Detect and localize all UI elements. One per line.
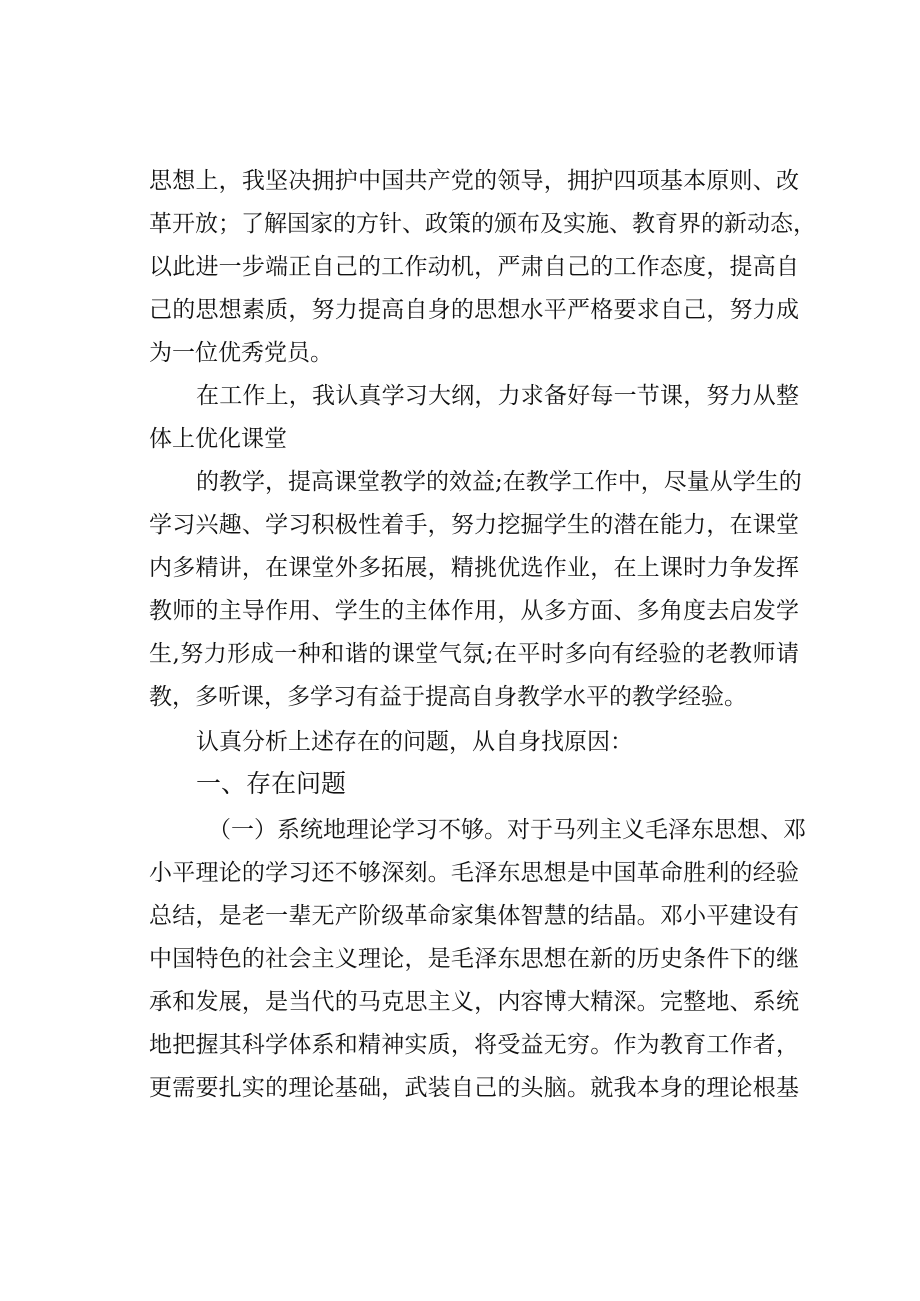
paragraph-line: 体上优化课堂	[149, 426, 287, 452]
paragraph-line: 小平理论的学习还不够深刻。毛泽东思想是中国革命胜利的经验	[149, 860, 799, 886]
paragraph-line: 己的思想素质，努力提高自身的思想水平严格要求自己，努力成	[149, 297, 799, 323]
paragraph-line: 中国特色的社会主义理论，是毛泽东思想在新的历史条件下的继	[149, 946, 799, 972]
paragraph-line: 为一位优秀党员。	[149, 340, 333, 366]
paragraph-line: 以此进一步端正自己的工作动机，严肃自己的工作态度，提高自	[149, 254, 799, 280]
section-heading: 一、存在问题	[196, 769, 347, 798]
paragraph-line: 内多精讲，在课堂外多拓展，精挑优选作业，在上课时力争发挥	[149, 555, 799, 581]
paragraph-line: 承和发展，是当代的马克思主义，内容博大精深。完整地、系统	[149, 989, 799, 1015]
paragraph-line: 的教学，提高课堂教学的效益;在教学工作中，尽量从学生的	[196, 469, 802, 495]
paragraph-line: 学习兴趣、学习积极性着手，努力挖掘学生的潜在能力，在课堂	[149, 512, 799, 538]
paragraph-line: 生,努力形成一种和谐的课堂气氛;在平时多向有经验的老教师请	[149, 641, 799, 667]
paragraph-line: 教，多听课，多学习有益于提高自身教学水平的教学经验。	[149, 684, 747, 710]
paragraph-line: 地把握其科学体系和精神实质，将受益无穷。作为教育工作者，	[149, 1032, 799, 1058]
paragraph-line: 革开放；了解国家的方针、政策的颁布及实施、教育界的新动态，	[149, 211, 816, 237]
paragraph-line: （一）系统地理论学习不够。对于马列主义毛泽东思想、邓	[208, 817, 806, 843]
paragraph-line: 教师的主导作用、学生的主体作用，从多方面、多角度去启发学	[149, 598, 799, 624]
paragraph-line: 认真分析上述存在的问题，从自身找原因：	[196, 729, 633, 755]
paragraph-line: 在工作上，我认真学习大纲，力求备好每一节课，努力从整	[196, 383, 799, 409]
paragraph-line: 思想上，我坚决拥护中国共产党的领导，拥护四项基本原则、改	[149, 168, 799, 194]
paragraph-line: 总结，是老一辈无产阶级革命家集体智慧的结晶。邓小平建设有	[149, 903, 799, 929]
paragraph-line: 更需要扎实的理论基础，武装自己的头脑。就我本身的理论根基	[149, 1075, 799, 1101]
